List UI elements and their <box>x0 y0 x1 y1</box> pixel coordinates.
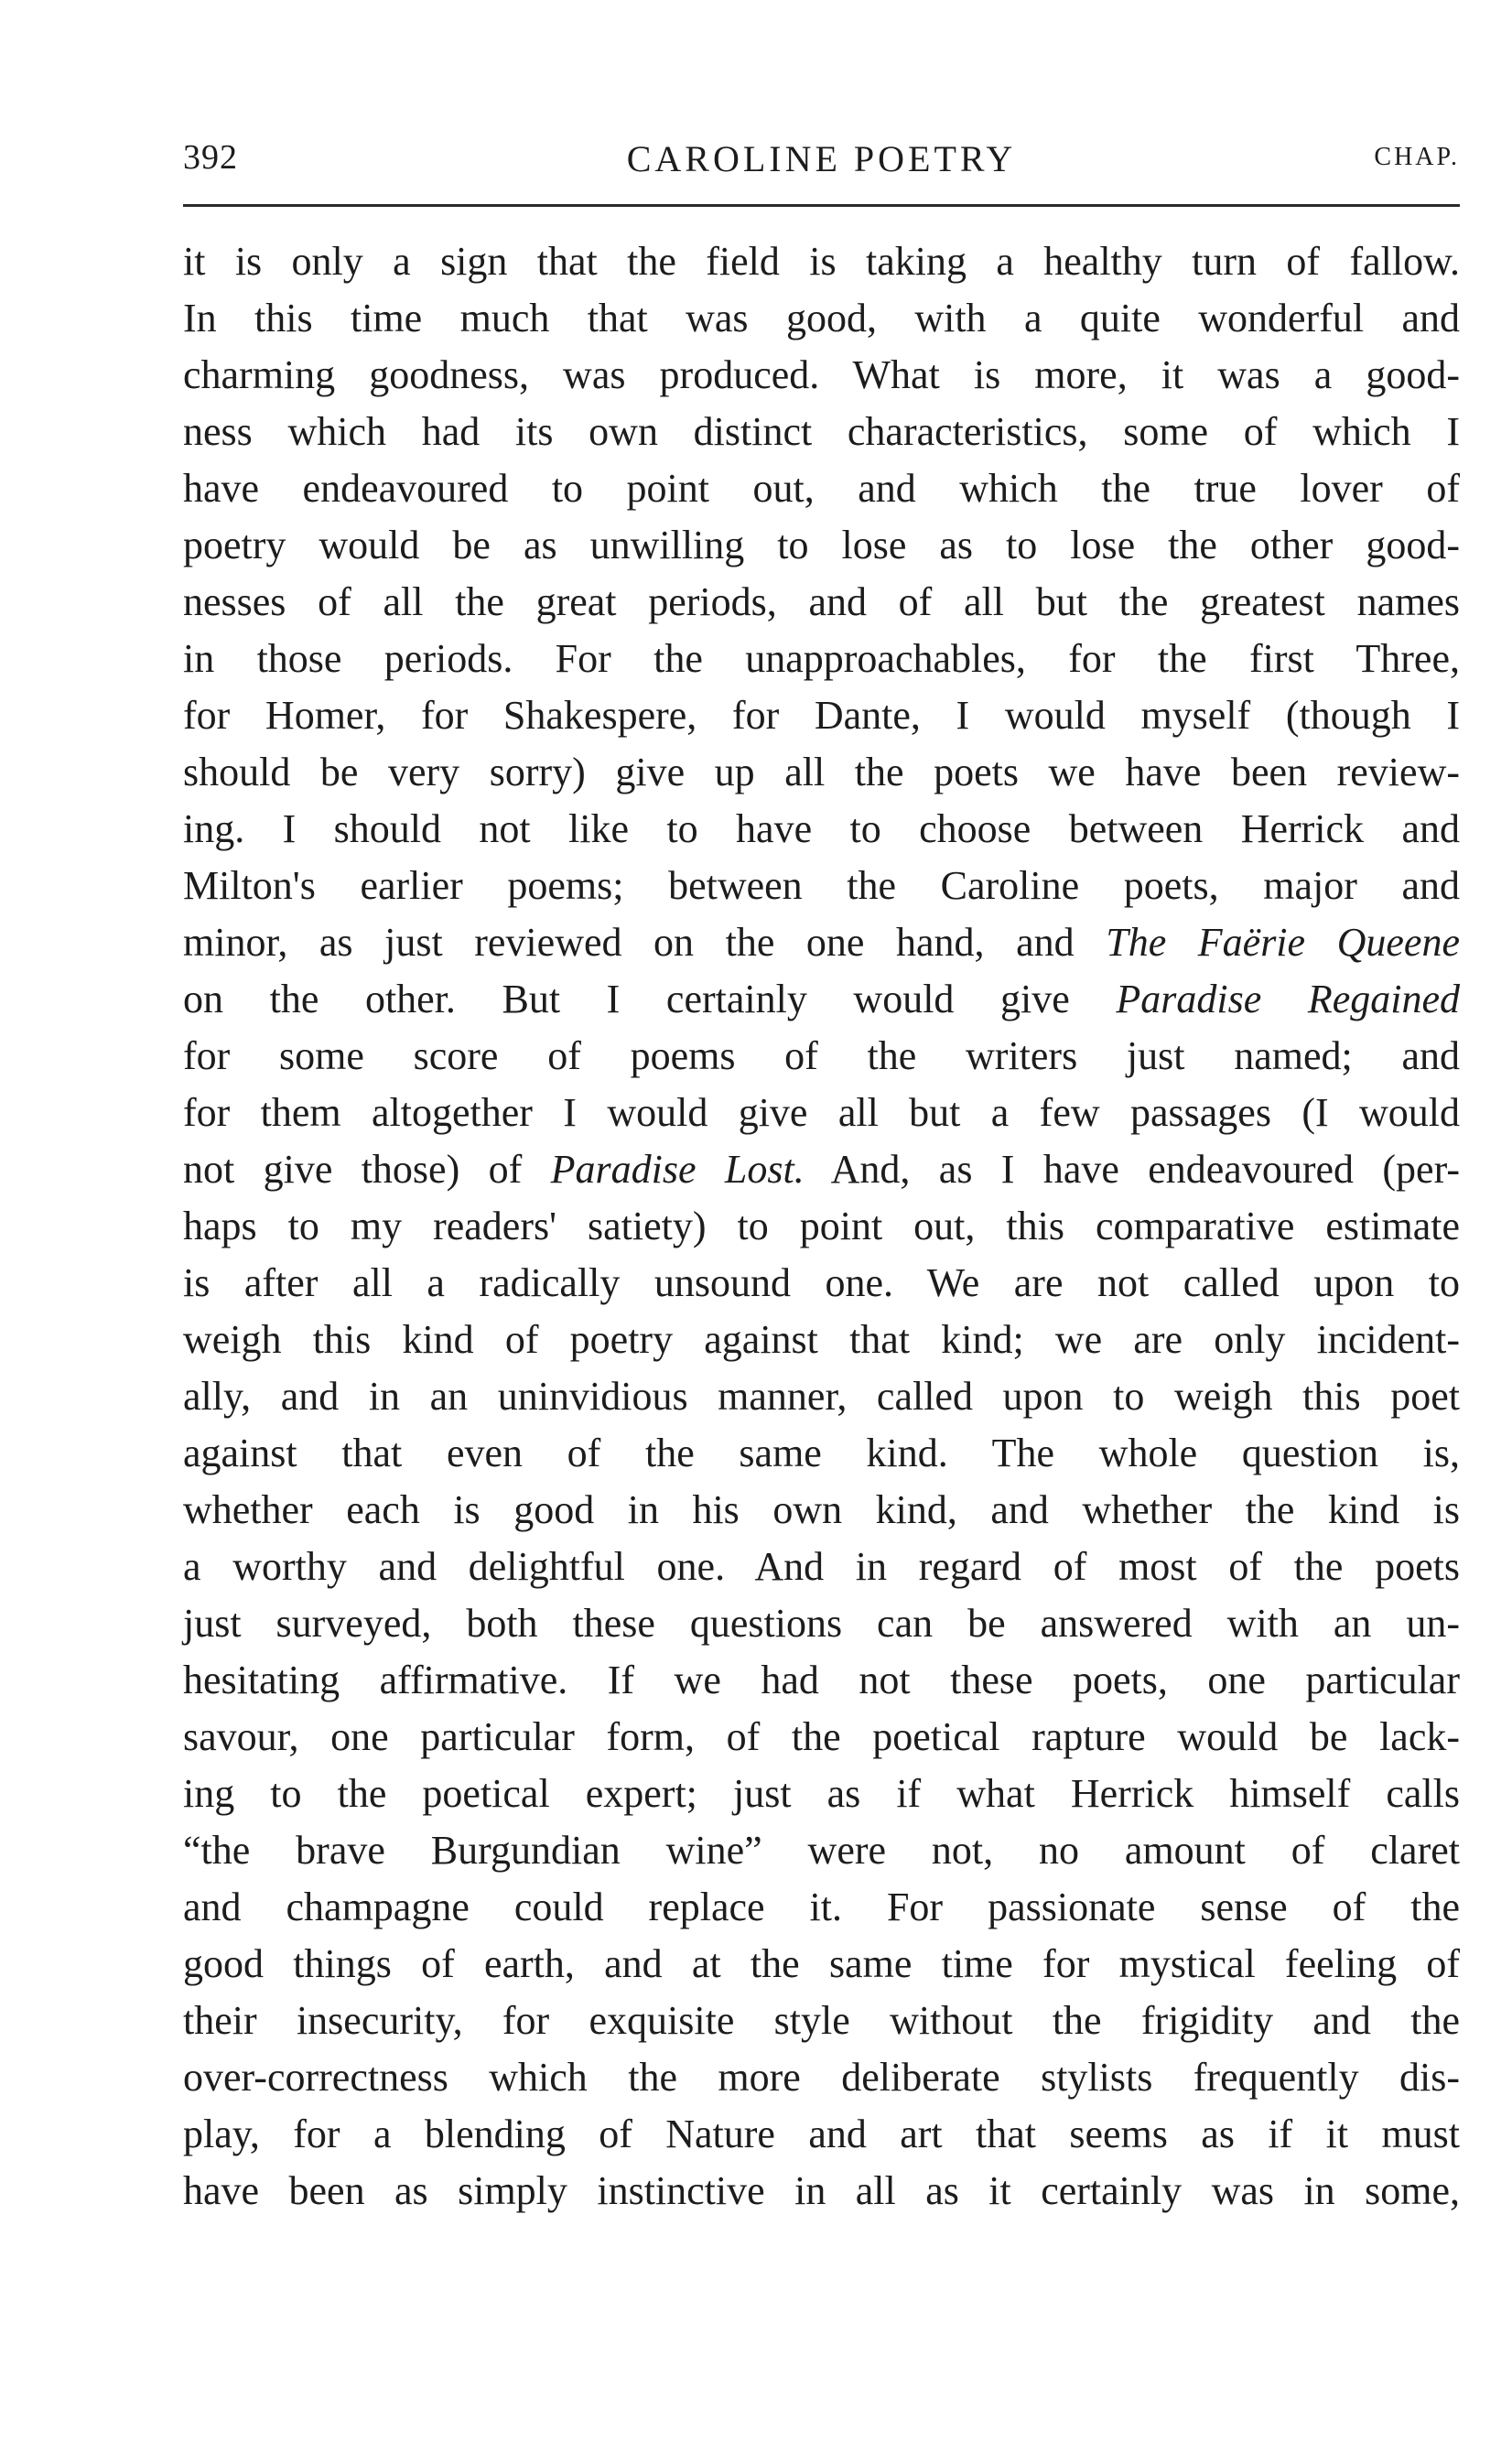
text-segment: not give those) of <box>183 1147 551 1192</box>
text-line <box>183 233 1460 290</box>
text-line <box>183 1652 1460 1709</box>
text-segment: their insecurity, for exquisite style without the frigidity and the <box>183 1998 1460 2043</box>
text-segment: in those periods. For the unapproachables, for the first Three, <box>183 636 1460 681</box>
text-line <box>183 687 1460 744</box>
text-segment: play, for a blending of Nature and art that seems as if it must <box>183 2112 1460 2156</box>
text-line <box>183 1141 1460 1198</box>
text-line <box>183 1312 1460 1368</box>
text-segment: poetry would be as unwilling to lose as to lose the other good- <box>183 523 1460 567</box>
text-segment: Milton's earlier poems; between the Caroline poets, major and <box>183 863 1460 908</box>
text-line <box>183 1709 1460 1766</box>
text-line <box>183 1028 1460 1085</box>
text-line <box>183 2106 1460 2163</box>
text-segment: a worthy and delightful one. And in regard of most of the poets <box>183 1544 1460 1589</box>
text-segment: just surveyed, both these questions can be answered with an un- <box>183 1601 1460 1646</box>
text-line <box>183 914 1460 971</box>
text-segment: ally, and in an uninvidious manner, called upon to weigh this poet <box>183 1374 1460 1419</box>
text-segment: for Homer, for Shakespere, for Dante, I would myself (though I <box>183 693 1460 738</box>
page-number: 392 <box>183 138 238 177</box>
text-line <box>183 574 1460 631</box>
text-segment: against that even of the same kind. The whole question is, <box>183 1431 1460 1475</box>
text-line <box>183 1595 1460 1652</box>
text-line <box>183 1368 1460 1425</box>
text-segment: ness which had its own distinct characteristics, some of which I <box>183 409 1460 454</box>
text-segment: whether each is good in his own kind, and whether the kind is <box>183 1487 1460 1532</box>
text-segment: should be very sorry) give up all the poets we have been review- <box>183 750 1460 794</box>
text-line <box>183 460 1460 517</box>
text-line <box>183 631 1460 687</box>
text-segment: on the other. But I certainly would give <box>183 977 1117 1021</box>
body-text <box>183 233 1460 2220</box>
text-line <box>183 290 1460 347</box>
text-line <box>183 2163 1460 2220</box>
running-title: CAROLINE POETRY <box>626 138 1017 179</box>
header-rule <box>183 204 1460 207</box>
text-line <box>183 404 1460 460</box>
text-line <box>183 1425 1460 1482</box>
text-segment: have been as simply instinctive in all as it certainly was in some, <box>183 2168 1460 2213</box>
text-segment: charming goodness, was produced. What is more, it was a good- <box>183 352 1460 397</box>
text-line <box>183 347 1460 404</box>
text-segment: for some score of poems of the writers just named; and <box>183 1033 1460 1078</box>
text-segment: good things of earth, and at the same time for mystical feeling of <box>183 1941 1460 1986</box>
text-line <box>183 2049 1460 2106</box>
text-line <box>183 858 1460 914</box>
text-line <box>183 801 1460 858</box>
text-line <box>183 744 1460 801</box>
text-segment: nesses of all the great periods, and of all but the greatest names <box>183 579 1460 624</box>
text-segment: it is only a sign that the field is taking a healthy turn of fallow. <box>183 239 1460 284</box>
text-segment: weigh this kind of poetry against that kind; we are only incident- <box>183 1317 1460 1362</box>
text-segment: haps to my readers' satiety) to point out, this comparative estimate <box>183 1204 1460 1248</box>
page-header <box>183 137 1460 192</box>
text-line <box>183 1539 1460 1595</box>
text-segment: savour, one particular form, of the poetical rapture would be lack- <box>183 1714 1460 1759</box>
text-line <box>183 1085 1460 1141</box>
text-line <box>183 1766 1460 1822</box>
text-segment: have endeavoured to point out, and which the true lover of <box>183 466 1460 511</box>
text-line <box>183 1822 1460 1879</box>
text-line <box>183 1482 1460 1539</box>
italic-title: The Faërie Queene <box>1106 920 1460 965</box>
text-line <box>183 1879 1460 1936</box>
italic-title: Paradise Lost. <box>550 1147 805 1192</box>
text-segment: “the brave Burgundian wine” were not, no amount of claret <box>183 1828 1460 1873</box>
text-line <box>183 1993 1460 2049</box>
text-line <box>183 1198 1460 1255</box>
text-segment: is after all a radically unsound one. We are not called upon to <box>183 1260 1460 1305</box>
text-line <box>183 1255 1460 1312</box>
text-segment: over-correctness which the more deliberate stylists frequently dis- <box>183 2055 1460 2100</box>
italic-title: Paradise Regained <box>1116 977 1461 1021</box>
text-segment: In this time much that was good, with a quite wonderful and <box>183 296 1460 340</box>
text-line <box>183 971 1460 1028</box>
text-segment: minor, as just reviewed on the one hand, and <box>183 920 1107 965</box>
chapter-label: CHAP. <box>1374 143 1460 171</box>
text-line <box>183 517 1460 574</box>
text-segment: ing to the poetical expert; just as if what Herrick himself calls <box>183 1771 1460 1816</box>
text-segment: for them altogether I would give all but a few passages (I would <box>183 1090 1460 1135</box>
text-segment: hesitating affirmative. If we had not these poets, one particular <box>183 1658 1460 1702</box>
text-segment: and champagne could replace it. For passionate sense of the <box>183 1885 1460 1929</box>
text-line <box>183 1936 1460 1993</box>
text-segment: And, as I have endeavoured (per- <box>804 1147 1460 1192</box>
text-segment: ing. I should not like to have to choose between Herrick and <box>183 806 1460 851</box>
